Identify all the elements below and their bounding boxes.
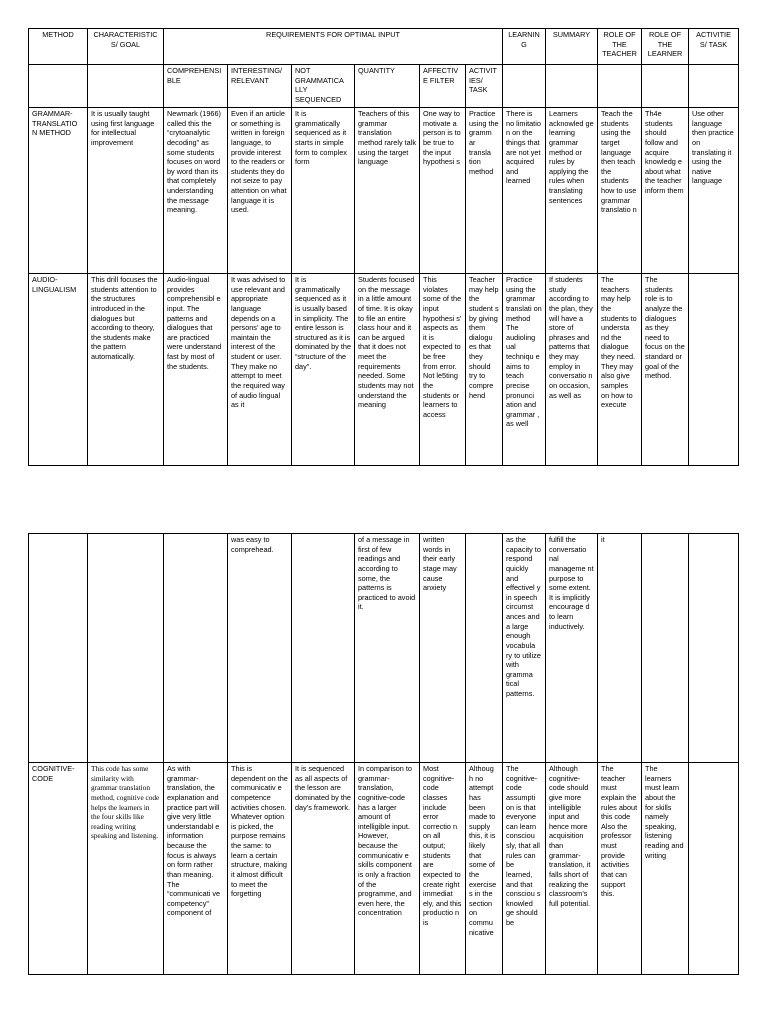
cell-comprehensible: Newmark (1966) called this the “crytoanalytic decoding” as some students focuses on word by word than its that completely understanding the message meaning.	[164, 108, 228, 274]
subheader-comprehensible: COMPREHENSI BLE	[164, 65, 228, 108]
cell-role-teacher: The teacher must explain the rules about this code Also the professor must provide activities that can support this.	[598, 763, 642, 975]
cell-role-teacher: it	[598, 534, 642, 763]
subheader-not-sequenced: NOT GRAMMATICA LLY SEQUENCED	[292, 65, 355, 108]
cell-not-sequenced: It is sequenced as all aspects of the lesson are dominated by the day’s framework.	[292, 763, 355, 975]
header-activities: ACTIVITIE S/ TASK	[689, 29, 739, 65]
cell-learning: Practice using the grammar translati on method The audioling ual techniqu e aims to teach precise pronunci ation and grammar , as well	[503, 274, 546, 466]
cell-quantity: Students focused on the message in a little amount of time. It is okay to file an entire class hour and it can be argued that it does not meet the requirements needed. Some students may not understand the meaning	[355, 274, 420, 466]
cell-method: COGNITIVE-CODE	[29, 763, 88, 975]
header-role-teacher: ROLE OF THE TEACHER	[598, 29, 642, 65]
cell-comprehensible: As with grammar-translation, the explanation and practice part will give very little understandabl e information because the focus is always on form rather than meaning. The “communicati ve competency” component of	[164, 763, 228, 975]
header-requirements: REQUIREMENTS FOR OPTIMAL INPUT	[164, 29, 503, 65]
table-row-audio-lingualism	[29, 274, 739, 466]
cell-method: GRAMMAR-TRANSLATIO N METHOD	[29, 108, 88, 274]
cell-method	[29, 534, 88, 763]
cell-task	[689, 534, 739, 763]
table-row-continued	[29, 534, 739, 763]
cell-not-sequenced	[292, 534, 355, 763]
table-row-grammar-translation	[29, 108, 739, 274]
table-row-cognitive-code	[29, 763, 739, 975]
comparison-table-part-2	[28, 533, 739, 975]
cell-not-sequenced: It is grammatically sequenced as it starts in simple form to complex form	[292, 108, 355, 274]
subheader-empty	[642, 65, 689, 108]
cell-method: AUDIO-LINGUALISM	[29, 274, 88, 466]
cell-characteristics	[88, 534, 164, 763]
cell-affective: One way to motivate a person is to be true to the input hypothesi s	[420, 108, 466, 274]
cell-characteristics: It is usually taught using first language for intellectual improvement	[88, 108, 164, 274]
subheader-empty	[689, 65, 739, 108]
subheader-empty	[598, 65, 642, 108]
cell-task: Use other language then practice on translating it using the native language	[689, 108, 739, 274]
cell-quantity: Teachers of this grammar translation method rarely talk using the target language	[355, 108, 420, 274]
cell-role-learner: The learners must learn about the for skills namely speaking, listening reading and writing	[642, 763, 689, 975]
cell-learning: There is no limitatio n on the things that are not yet acquired and learned	[503, 108, 546, 274]
subheader-row	[29, 65, 739, 108]
cell-interesting: Even if an article or something is written in foreign language, to provide interest to the readers or students they do not seize to pay attention on what language it is used.	[228, 108, 292, 274]
cell-role-learner: The students role is to analyze the dialogues as they need to focus on the standard or goal of the method.	[642, 274, 689, 466]
cell-summary: Although cognitive-code should give more intelligible input and hence more acquisition than grammar-translation, it falls short of realizing the classroom’s full potential.	[546, 763, 598, 975]
subheader-empty	[546, 65, 598, 108]
cell-learning: The cognitive-code assumpti on is that everyone can learn consciou sly, that all rules can be learned, and that consciou s knowled ge should be	[503, 763, 546, 975]
subheader-interesting: INTERESTING/ RELEVANT	[228, 65, 292, 108]
cell-affective: This violates some of the input hypothesi s’ aspects as it is expected to be free from error. Not le5ting the students or learners to access	[420, 274, 466, 466]
cell-quantity: In comparison to grammar-translation, cognitive-code has a larger amount of intelligible input. However, because the communicativ e skills component is only a fraction of the programme, and even here, the concentration	[355, 763, 420, 975]
subheader-activities: ACTIVIT IES/ TASK	[466, 65, 503, 108]
cell-affective: written words in their early stage may cause anxiety	[420, 534, 466, 763]
header-row	[29, 29, 739, 65]
header-role-learner: ROLE OF THE LEARNER	[642, 29, 689, 65]
cell-role-learner: Th4e students should follow and acquire knowledg e about what the teacher inform them	[642, 108, 689, 274]
header-learning: LEARNIN G	[503, 29, 546, 65]
cell-role-teacher: Teach the students using the target language then teach the students how to use grammar translatio n	[598, 108, 642, 274]
cell-comprehensible: Audio-lingual provides comprehensibl e input. The patterns and dialogues that are practiced were understand fast by most of the students.	[164, 274, 228, 466]
cell-activities: Althoug h no attempt has been made to supply this, it is likely that some of the exercise s in the section on commu nicative	[466, 763, 503, 975]
cell-learning: as the capacity to respond quickly and effectivel y in speech circumst ances and a large enough vocabula ry to utilize with gramma tical patterns.	[503, 534, 546, 763]
header-characteristics: CHARACTERISTIC S/ GOAL	[88, 29, 164, 65]
comparison-table-part-1	[28, 28, 739, 466]
cell-summary: Learners acknowled ge learning grammar method or rules by applying the rules when translating sentences	[546, 108, 598, 274]
cell-role-teacher: The teachers may help the students to understa nd the dialogue they need. They may also give samples on how to execute	[598, 274, 642, 466]
subheader-empty	[29, 65, 88, 108]
cell-summary: If students study according to the plan, they will have a store of phrases and patterns that they may employ in conversatio n on occasion, as well as	[546, 274, 598, 466]
cell-summary: fulfill the conversatio nal manageme nt purpose to some extent. It is implicitly encourage d to learn inductively.	[546, 534, 598, 763]
header-summary: SUMMARY	[546, 29, 598, 65]
cell-comprehensible	[164, 534, 228, 763]
cell-task	[689, 274, 739, 466]
cell-task	[689, 763, 739, 975]
cell-activities: Practice using the gramm ar transla tion method	[466, 108, 503, 274]
cell-characteristics: This drill focuses the students attention to the structures introduced in the dialogues but according to theory, the students make the pattern automatically.	[88, 274, 164, 466]
cell-interesting: was easy to comprehead.	[228, 534, 292, 763]
header-method: METHOD	[29, 29, 88, 65]
cell-interesting: It was advised to use relevant and appropriate language depends on a persons’ age to maintain the interest of the student or user. They make no attempt to meet the required way of audio lingual as it	[228, 274, 292, 466]
cell-affective: Most cognitive-code classes include error correctio n on all output; students are expected to create right immediat ely, and this productio n is	[420, 763, 466, 975]
subheader-quantity: QUANTITY	[355, 65, 420, 108]
cell-not-sequenced: It is grammatically sequenced as it is usually based in simplicity. The entire lesson is structured as it is dominated by the “structure of the day”.	[292, 274, 355, 466]
subheader-affective: AFFECTIV E FILTER	[420, 65, 466, 108]
cell-characteristics: This code has some similarity with grammar translation method, cognitive code helps the learners in the four skills like reading writing speaking and listening.	[88, 763, 164, 975]
cell-interesting: This is dependent on the communicativ e competence activities chosen. Whatever option is picked, the purpose remains the same: to learn a certain structure, making it almost difficult to meet the forgetting	[228, 763, 292, 975]
subheader-empty	[503, 65, 546, 108]
cell-quantity: of a message in first of few readings and according to some, the patterns is practiced to avoid it.	[355, 534, 420, 763]
cell-activities	[466, 534, 503, 763]
cell-role-learner	[642, 534, 689, 763]
cell-activities: Teacher may help the student s by giving them dialogu es that they should try to compre hend	[466, 274, 503, 466]
subheader-empty	[88, 65, 164, 108]
